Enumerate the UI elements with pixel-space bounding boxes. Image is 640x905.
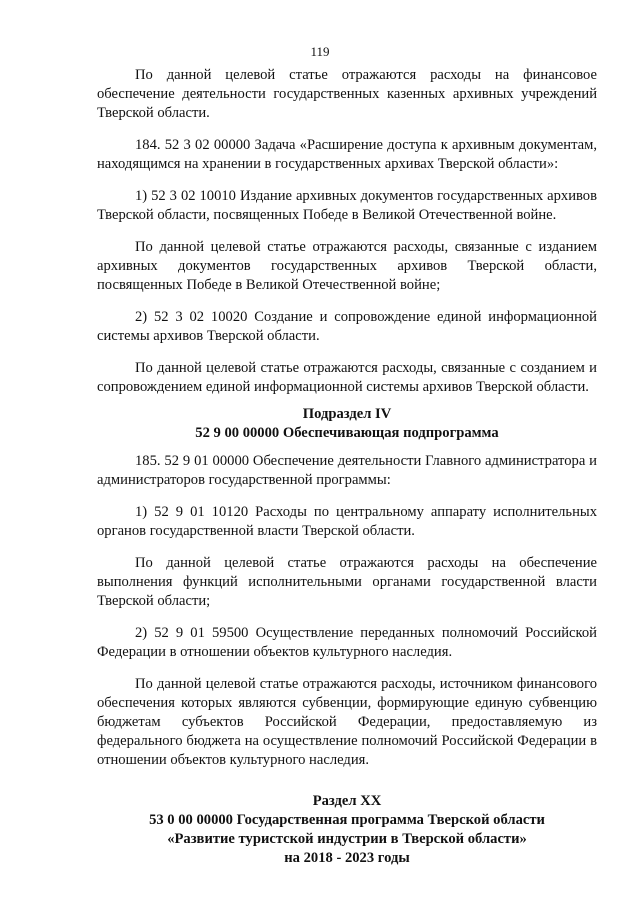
subsection-title: Подраздел IV (302, 406, 392, 422)
paragraph-item-52-9-01-10120: 1) 52 9 01 10120 Расходы по центральному аппарату исполнительных органов государственной власти Тверской области. (97, 504, 597, 539)
document-body (97, 66, 597, 868)
paragraph-expenses-info-system: По данной целевой статье отражаются расходы, связанные с созданием и сопровождением единой информационной системы архивов Тверской области. (97, 360, 597, 395)
paragraph-item-52-9-01-59500: 2) 52 9 01 59500 Осуществление переданных полномочий Российской Федерации в отношении объектов культурного наследия. (97, 625, 597, 660)
section-title: Раздел XX (312, 793, 382, 809)
page-number: 119 (310, 44, 330, 59)
paragraph-funding-archives: По данной целевой статье отражаются расходы на финансовое обеспечение деятельности государственных казенных архивных учреждений Тверской области. (97, 67, 597, 121)
section-program-years: на 2018 - 2023 годы (284, 850, 410, 866)
paragraph-task-185: 185. 52 9 01 00000 Обеспечение деятельности Главного администратора и администраторов государственной программы: (97, 453, 597, 488)
paragraph-item-52-3-02-10010: 1) 52 3 02 10010 Издание архивных документов государственных архивов Тверской области, посвященных Победе в Великой Отечественной войне. (97, 188, 597, 223)
paragraph-expenses-subventions: По данной целевой статье отражаются расходы, источником финансового обеспечения которых являются субвенции, формирующие единую субвенцию бюджетам субъектов Российской Федерации, предоставляемую из федерального бюджета на осуществление полномочий Российской Федерации в отношении объектов культурного наследия. (97, 676, 597, 768)
paragraph-item-52-3-02-10020: 2) 52 3 02 10020 Создание и сопровождение единой информационной системы архивов Тверской области. (97, 309, 597, 344)
paragraph-expenses-publication: По данной целевой статье отражаются расходы, связанные с изданием архивных документов государственных архивов Тверской области, посвященных Победе в Великой Отечественной войне; (97, 239, 597, 293)
section-program-name: «Развитие туристской индустрии в Тверской области» (167, 831, 527, 847)
section-heading (97, 792, 597, 868)
subsection-subtitle: 52 9 00 00000 Обеспечивающая подпрограмма (195, 425, 499, 441)
subsection-heading (97, 405, 597, 443)
paragraph-expenses-executive: По данной целевой статье отражаются расходы на обеспечение выполнения функций исполнительными органами государственной власти Тверской области; (97, 555, 597, 609)
paragraph-task-184: 184. 52 3 02 00000 Задача «Расширение доступа к архивным документам, находящимся на хранении в государственных архивах Тверской области»: (97, 137, 597, 172)
section-program-line: 53 0 00 00000 Государственная программа Тверской области (149, 812, 545, 828)
